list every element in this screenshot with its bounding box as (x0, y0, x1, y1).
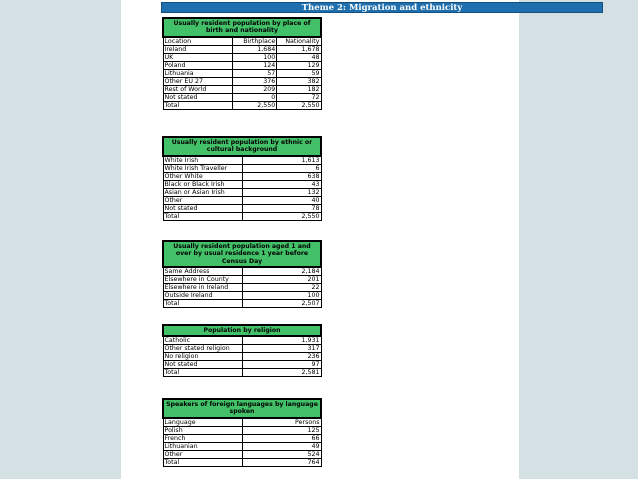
cell-value: 376 (233, 77, 277, 85)
table-row (163, 283, 321, 291)
theme-title: Theme 2: Migration and ethnicity (161, 2, 603, 13)
row-label: Other (163, 196, 242, 204)
cell-value: 22 (242, 283, 321, 291)
row-label: Elsewhere in County (163, 275, 242, 283)
cell-value: 1,678 (277, 45, 321, 53)
row-label: Same Address (163, 267, 242, 276)
residence-one-year-table (162, 240, 322, 308)
row-label: Catholic (163, 336, 242, 345)
row-label: Lithuania (163, 69, 233, 77)
cell-value: 49 (242, 442, 321, 450)
cell-value: 2,507 (242, 299, 321, 307)
table-title: Speakers of foreign languages by language spoken (163, 399, 321, 418)
table-row (163, 434, 321, 442)
foreign-languages-table (162, 398, 322, 467)
table-row (163, 369, 321, 377)
table-row (163, 172, 321, 180)
table-row (163, 442, 321, 450)
cell-value: 97 (242, 361, 321, 369)
table-row (163, 53, 321, 61)
column-header: Persons (242, 418, 321, 427)
row-label: Other White (163, 172, 242, 180)
cell-value: 236 (242, 353, 321, 361)
row-label: Not stated (163, 204, 242, 212)
table-title: Usually resident population aged 1 and over by usual residence 1 year before Census Day (163, 241, 321, 267)
birth-nationality-table (162, 17, 322, 110)
row-label: Total (163, 101, 233, 109)
cell-value: 40 (242, 196, 321, 204)
table-title: Usually resident population by ethnic or cultural background (163, 137, 321, 156)
cell-value: 6 (242, 164, 321, 172)
cell-value: 182 (277, 85, 321, 93)
cell-value: 1,931 (242, 336, 321, 345)
cell-value: 0 (233, 93, 277, 101)
cell-value: 2,184 (242, 267, 321, 276)
table-row (163, 345, 321, 353)
row-label: Total (163, 299, 242, 307)
cell-value: 66 (242, 434, 321, 442)
cell-value: 638 (242, 172, 321, 180)
table-row (163, 164, 321, 172)
table-row (163, 353, 321, 361)
row-label: Other (163, 450, 242, 458)
column-header: Location (163, 37, 233, 46)
table-row (163, 69, 321, 77)
table-row (163, 204, 321, 212)
cell-value: 2,550 (277, 101, 321, 109)
cell-value: 43 (242, 180, 321, 188)
cell-value: 2,550 (233, 101, 277, 109)
cell-value: 201 (242, 275, 321, 283)
cell-value: 72 (277, 93, 321, 101)
table-row (163, 180, 321, 188)
row-label: Ireland (163, 45, 233, 53)
cell-value: 100 (242, 291, 321, 299)
cell-value: 129 (277, 61, 321, 69)
row-label: UK (163, 53, 233, 61)
table-row (163, 450, 321, 458)
column-header: Nationality (277, 37, 321, 46)
religion-table (162, 324, 322, 377)
row-label: Not stated (163, 93, 233, 101)
cell-value: 1,613 (242, 156, 321, 165)
cell-value: 317 (242, 345, 321, 353)
table-row (163, 291, 321, 299)
row-label: Elsewhere in Ireland (163, 283, 242, 291)
column-header: Birthplace (233, 37, 277, 46)
row-label: White Irish Traveller (163, 164, 242, 172)
table-row (163, 156, 321, 165)
row-label: Rest of World (163, 85, 233, 93)
document-page (121, 0, 519, 479)
cell-value: 382 (277, 77, 321, 85)
table-row (163, 267, 321, 276)
row-label: Other stated religion (163, 345, 242, 353)
table-row (163, 61, 321, 69)
cell-value: 1,684 (233, 45, 277, 53)
row-label: Lithuanian (163, 442, 242, 450)
table-row (163, 77, 321, 85)
cell-value: 78 (242, 204, 321, 212)
column-header: Language (163, 418, 242, 427)
table-row (163, 275, 321, 283)
cell-value: 48 (277, 53, 321, 61)
cell-value: 124 (233, 61, 277, 69)
row-label: Asian or Asian Irish (163, 188, 242, 196)
row-label: Poland (163, 61, 233, 69)
table-row (163, 196, 321, 204)
row-label: Polish (163, 426, 242, 434)
cell-value: 57 (233, 69, 277, 77)
table-row (163, 45, 321, 53)
cell-value: 2,581 (242, 369, 321, 377)
row-label: Other EU 27 (163, 77, 233, 85)
table-row (163, 93, 321, 101)
table-row (163, 188, 321, 196)
row-label: Total (163, 369, 242, 377)
row-label: French (163, 434, 242, 442)
table-row (163, 361, 321, 369)
table-row (163, 299, 321, 307)
cell-value: 100 (233, 53, 277, 61)
table-row (163, 426, 321, 434)
column-header-row (163, 418, 321, 427)
row-label: White Irish (163, 156, 242, 165)
row-label: No religion (163, 353, 242, 361)
table-title: Usually resident population by place of birth and nationality (163, 18, 321, 37)
cell-value: 524 (242, 450, 321, 458)
row-label: Outside Ireland (163, 291, 242, 299)
ethnic-background-table (162, 136, 322, 221)
row-label: Black or Black Irish (163, 180, 242, 188)
table-title: Population by religion (163, 325, 321, 336)
cell-value: 125 (242, 426, 321, 434)
column-header-row (163, 37, 321, 46)
table-row (163, 85, 321, 93)
cell-value: 764 (242, 458, 321, 466)
cell-value: 209 (233, 85, 277, 93)
table-row (163, 458, 321, 466)
row-label: Total (163, 458, 242, 466)
row-label: Total (163, 212, 242, 220)
cell-value: 132 (242, 188, 321, 196)
table-row (163, 212, 321, 220)
row-label: Not stated (163, 361, 242, 369)
cell-value: 2,550 (242, 212, 321, 220)
table-row (163, 336, 321, 345)
cell-value: 59 (277, 69, 321, 77)
table-row (163, 101, 321, 109)
